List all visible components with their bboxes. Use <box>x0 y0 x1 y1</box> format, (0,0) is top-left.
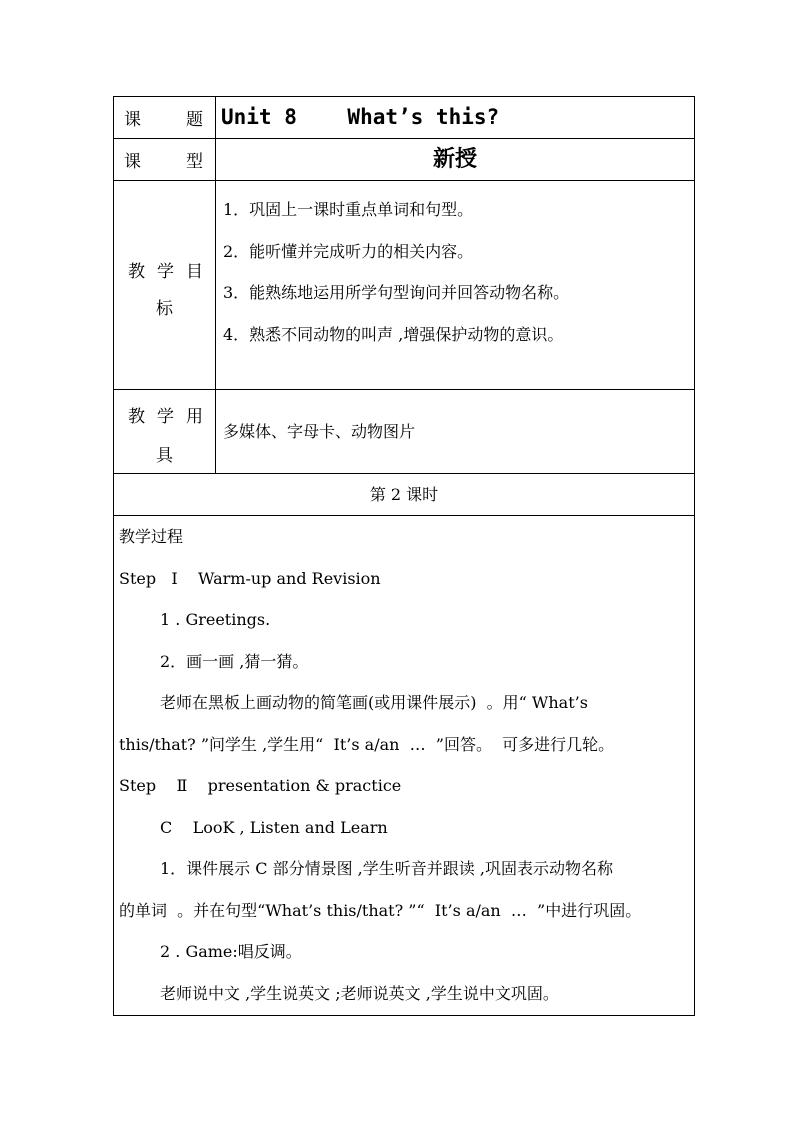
process-title: 教学过程 <box>119 527 184 546</box>
objective-item: 1．巩固上一课时重点单词和句型。 <box>223 200 474 219</box>
lesson-number: 第 2 课时 <box>369 485 439 504</box>
objective-item: 2．能听懂并完成听力的相关内容。 <box>223 241 474 261</box>
topic-label-char: 课 <box>124 110 141 130</box>
step-1-heading: Step I Warm-up and Revision <box>119 568 381 588</box>
objectives-label-line2: 标 <box>156 299 173 319</box>
objective-item: 3．能熟练地运用所学句型询问并回答动物名称。 <box>223 283 570 302</box>
topic-label-char: 题 <box>186 110 203 130</box>
tools-value: 多媒体、字母卡、动物图片 <box>223 422 416 441</box>
objectives-label-char: 学 <box>157 262 174 282</box>
step-1-paragraph-line2: this/that? ”问学生 ,学生用“ It’s a/an … ”回答。 可多进行几轮。 <box>119 734 615 754</box>
table-border-right <box>694 96 695 1016</box>
step-1-paragraph-line1: 老师在黑板上画动物的简笔画(或用课件展示) 。用“ What’s <box>160 693 588 712</box>
table-border-bottom <box>113 1015 695 1016</box>
tools-label-char: 用 <box>186 407 203 427</box>
objectives-label-char: 教 <box>128 262 145 282</box>
section-c-heading: C LooK , Listen and Learn <box>160 817 388 837</box>
step-2-item-1-line1: 1．课件展示 C 部分情景图 ,学生听音并跟读 ,巩固表示动物名称 <box>160 859 613 878</box>
objectives-label-char: 目 <box>186 262 203 282</box>
step-2-paragraph: 老师说中文 ,学生说英文 ;老师说英文 ,学生说中文巩固。 <box>160 983 559 1003</box>
step-1-item-2: 2．画一画 ,猜一猜。 <box>160 651 309 671</box>
topic-label <box>114 97 215 138</box>
lesson-plan-table <box>113 96 695 1016</box>
tools-label-line2: 具 <box>156 446 173 466</box>
type-value: 新授 <box>432 147 477 172</box>
objective-item: 4．熟悉不同动物的叫声 ,增强保护动物的意识。 <box>223 324 564 344</box>
objectives-list <box>223 197 691 363</box>
step-1-item-1: 1 . Greetings. <box>160 610 271 629</box>
type-label-char: 课 <box>124 152 141 172</box>
teaching-process <box>119 516 691 1014</box>
step-2-item-1-line2: 的单词 。并在句型“What’s this/that? ”“ It’s a/an … ”中进行巩固。 <box>119 900 642 920</box>
objectives-label <box>114 181 215 389</box>
tools-label-char: 教 <box>128 407 145 427</box>
tools-label <box>114 390 215 473</box>
tools-label-char: 学 <box>157 407 174 427</box>
type-label <box>114 139 215 180</box>
step-2-heading: Step Ⅱ presentation & practice <box>119 776 402 795</box>
topic-value: Unit 8 What’s this? <box>221 105 500 129</box>
type-label-char: 型 <box>186 152 203 172</box>
step-2-item-2: 2 . Game:唱反调。 <box>160 942 302 961</box>
